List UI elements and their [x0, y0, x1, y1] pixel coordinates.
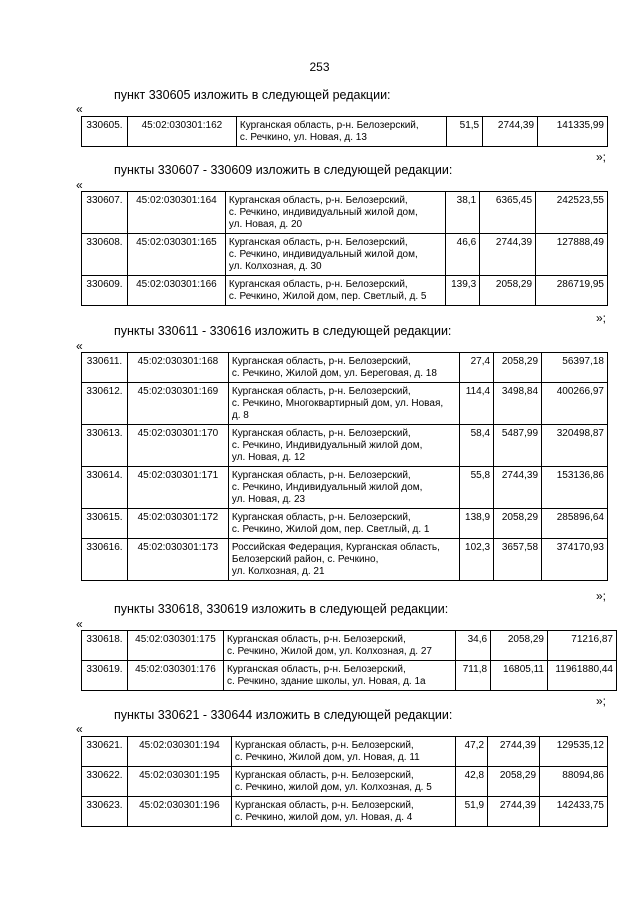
value: 88094,86 [540, 767, 608, 797]
row-number: 330621. [82, 737, 128, 767]
address: Курганская область, р-н. Белозерский, с. Речкино, Многоквартирный дом, ул. Новая, д. 8 [228, 383, 459, 425]
opening-quote: « [76, 617, 83, 631]
rate: 2744,39 [488, 737, 540, 767]
rate: 2744,39 [488, 797, 540, 827]
records-table [81, 630, 617, 691]
address: Курганская область, р-н. Белозерский, с. Речкино, жилой дом, ул. Новая, д. 4 [231, 797, 455, 827]
cadastral-number: 45:02:030301:194 [127, 737, 231, 767]
records-table [81, 116, 608, 147]
closing-quote: »; [596, 311, 607, 325]
value: 127888,49 [536, 234, 608, 276]
value: 71216,87 [547, 631, 616, 661]
row-number: 330605. [82, 117, 128, 147]
rate: 2058,29 [488, 767, 540, 797]
cadastral-number: 45:02:030301:168 [127, 353, 228, 383]
area: 102,3 [460, 539, 494, 581]
rate: 2744,39 [480, 234, 536, 276]
table-row [82, 467, 608, 509]
value: 142433,75 [540, 797, 608, 827]
section-intro: пункты 330621 - 330644 изложить в следующей редакции: [114, 708, 453, 722]
address: Курганская область, р-н. Белозерский, с. Речкино, Индивидуальный жилой дом, ул. Новая, д. 23 [228, 467, 459, 509]
records-table [81, 191, 608, 306]
cadastral-number: 45:02:030301:176 [127, 661, 223, 691]
table-row [82, 276, 608, 306]
page-number: 253 [309, 60, 330, 74]
address: Курганская область, р-н. Белозерский, с. Речкино, Жилой дом, пер. Светлый, д. 1 [228, 509, 459, 539]
row-number: 330615. [82, 509, 128, 539]
address: Курганская область, р-н. Белозерский, с. Речкино, Жилой дом, ул. Новая, д. 11 [231, 737, 455, 767]
table-row [82, 383, 608, 425]
address: Курганская область, р-н. Белозерский, с. Речкино, Индивидуальный жилой дом, ул. Новая, д. 12 [228, 425, 459, 467]
area: 42,8 [456, 767, 488, 797]
area: 34,6 [456, 631, 491, 661]
cadastral-number: 45:02:030301:171 [127, 467, 228, 509]
rate: 2058,29 [494, 509, 542, 539]
area: 27,4 [460, 353, 494, 383]
row-number: 330613. [82, 425, 128, 467]
opening-quote: « [76, 339, 83, 353]
table-row [82, 539, 608, 581]
value: 285896,64 [542, 509, 608, 539]
area: 139,3 [446, 276, 480, 306]
cadastral-number: 45:02:030301:173 [127, 539, 228, 581]
closing-quote: »; [596, 150, 607, 164]
cadastral-number: 45:02:030301:195 [127, 767, 231, 797]
cadastral-number: 45:02:030301:166 [127, 276, 225, 306]
table-row [82, 234, 608, 276]
rate: 5487,99 [494, 425, 542, 467]
address: Курганская область, р-н. Белозерский, с. Речкино, здание школы, ул. Новая, д. 1а [223, 661, 455, 691]
value: 242523,55 [536, 192, 608, 234]
section-intro: пункт 330605 изложить в следующей редакции: [114, 88, 391, 102]
area: 46,6 [446, 234, 480, 276]
rate: 2058,29 [480, 276, 536, 306]
row-number: 330618. [82, 631, 128, 661]
value: 374170,93 [542, 539, 608, 581]
area: 58,4 [460, 425, 494, 467]
rate: 16805,11 [491, 661, 548, 691]
table-row [82, 737, 608, 767]
closing-quote: »; [596, 589, 607, 603]
value: 11961880,44 [547, 661, 616, 691]
rate: 2058,29 [494, 353, 542, 383]
cadastral-number: 45:02:030301:164 [127, 192, 225, 234]
address: Курганская область, р-н. Белозерский, с. Речкино, жилой дом, ул. Колхозная, д. 5 [231, 767, 455, 797]
section-intro: пункты 330618, 330619 изложить в следующей редакции: [114, 602, 449, 616]
row-number: 330608. [82, 234, 128, 276]
area: 114,4 [460, 383, 494, 425]
address: Курганская область, р-н. Белозерский, с. Речкино, индивидуальный жилой дом, ул. Колхозная, д. 30 [225, 234, 445, 276]
section-intro: пункты 330611 - 330616 изложить в следующей редакции: [114, 324, 452, 338]
cadastral-number: 45:02:030301:172 [127, 509, 228, 539]
rate: 2744,39 [494, 467, 542, 509]
value: 56397,18 [542, 353, 608, 383]
address: Курганская область, р-н. Белозерский, с. Речкино, Жилой дом, ул. Береговая, д. 18 [228, 353, 459, 383]
value: 153136,86 [542, 467, 608, 509]
area: 38,1 [446, 192, 480, 234]
cadastral-number: 45:02:030301:175 [127, 631, 223, 661]
table-row [82, 631, 617, 661]
row-number: 330616. [82, 539, 128, 581]
table-row [82, 192, 608, 234]
area: 51,5 [447, 117, 483, 147]
row-number: 330612. [82, 383, 128, 425]
rate: 3498,84 [494, 383, 542, 425]
table-row [82, 767, 608, 797]
cadastral-number: 45:02:030301:169 [127, 383, 228, 425]
value: 286719,95 [536, 276, 608, 306]
row-number: 330623. [82, 797, 128, 827]
cadastral-number: 45:02:030301:165 [127, 234, 225, 276]
area: 55,8 [460, 467, 494, 509]
section-intro: пункты 330607 - 330609 изложить в следующей редакции: [114, 163, 453, 177]
row-number: 330609. [82, 276, 128, 306]
address: Курганская область, р-н. Белозерский, с. Речкино, Жилой дом, пер. Светлый, д. 5 [225, 276, 445, 306]
area: 138,9 [460, 509, 494, 539]
value: 141335,99 [538, 117, 608, 147]
area: 47,2 [456, 737, 488, 767]
table-row [82, 509, 608, 539]
table-row [82, 797, 608, 827]
cadastral-number: 45:02:030301:170 [127, 425, 228, 467]
address: Курганская область, р-н. Белозерский, с. Речкино, индивидуальный жилой дом, ул. Новая, д. 20 [225, 192, 445, 234]
rate: 2744,39 [483, 117, 538, 147]
address: Курганская область, р-н. Белозерский, с. Речкино, ул. Новая, д. 13 [236, 117, 446, 147]
rate: 2058,29 [491, 631, 548, 661]
address: Российская Федерация, Курганская область, Белозерский район, с. Речкино, ул. Колхозная, д. 21 [228, 539, 459, 581]
address: Курганская область, р-н. Белозерский, с. Речкино, Жилой дом, ул. Колхозная, д. 27 [223, 631, 455, 661]
closing-quote: »; [596, 694, 607, 708]
row-number: 330611. [82, 353, 128, 383]
row-number: 330607. [82, 192, 128, 234]
area: 711,8 [456, 661, 491, 691]
cadastral-number: 45:02:030301:196 [127, 797, 231, 827]
value: 400266,97 [542, 383, 608, 425]
row-number: 330619. [82, 661, 128, 691]
rate: 6365,45 [480, 192, 536, 234]
records-table [81, 736, 608, 827]
row-number: 330614. [82, 467, 128, 509]
opening-quote: « [76, 178, 83, 192]
row-number: 330622. [82, 767, 128, 797]
records-table [81, 352, 608, 581]
cadastral-number: 45:02:030301:162 [127, 117, 236, 147]
opening-quote: « [76, 102, 83, 116]
table-row [82, 661, 617, 691]
table-row [82, 353, 608, 383]
value: 129535,12 [540, 737, 608, 767]
table-row [82, 117, 608, 147]
table-row [82, 425, 608, 467]
value: 320498,87 [542, 425, 608, 467]
rate: 3657,58 [494, 539, 542, 581]
opening-quote: « [76, 722, 83, 736]
area: 51,9 [456, 797, 488, 827]
